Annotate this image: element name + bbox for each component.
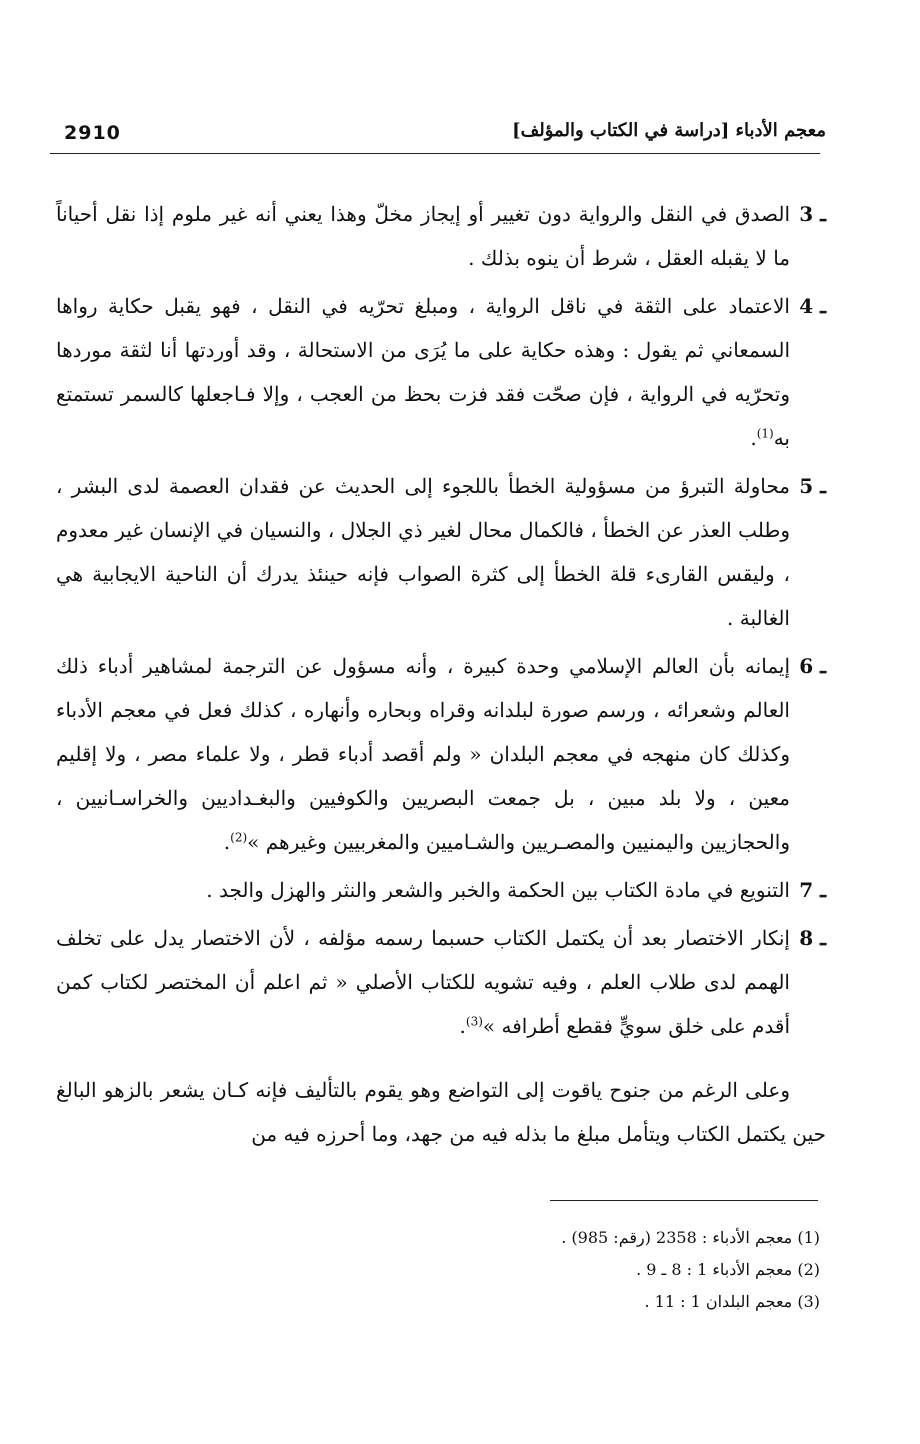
footnote-ref: (3) [465, 1014, 483, 1029]
footnote-ref: (1) [756, 426, 774, 441]
item-number: 4 ـ [799, 294, 826, 318]
list-item [56, 284, 826, 460]
page-number: 2910 [64, 122, 121, 144]
list-item [56, 464, 826, 640]
item-text: الصدق في النقل والرواية دون تغيير أو إيجاز مخلّ وهذا يعني أنه غير ملوم إذا نقل أحياناً ما لا يقبله العقل ، شرط أن ينوه بذلك . [56, 202, 790, 270]
running-title: معجم الأدباء [دراسة في الكتاب والمؤلف] [512, 120, 826, 141]
footnotes [400, 1222, 820, 1318]
list-item [56, 916, 826, 1048]
list-item [56, 868, 826, 912]
item-number: 7 ـ [799, 878, 826, 902]
header-divider [50, 153, 820, 154]
footnote: (3) معجم البلدان 1 : 11 . [644, 1292, 820, 1311]
page-header [52, 112, 826, 156]
item-end: . [750, 426, 757, 450]
item-number: 5 ـ [799, 474, 826, 498]
item-text [56, 916, 790, 1048]
list-item [56, 644, 826, 864]
footnote-ref: (2) [230, 830, 248, 845]
item-text: محاولة التبرؤ من مسؤولية الخطأ باللجوء إلى الحديث عن فقدان العصمة لدى البشر ، وطلب العذر عن الخطأ ، فالكمال محال لغير ذي الجلال ، والنسيان في الإنسان غير معدوم ، وليقس القارىء قلة الخطأ إلى كثرة الصواب فإنه حينئذ يدرك أن الناحية الايجابية هي الغالبة . [56, 474, 790, 630]
main-text [56, 192, 826, 1156]
item-number: 3 ـ [799, 202, 826, 226]
item-text [56, 644, 790, 864]
footnote-divider [550, 1200, 818, 1201]
item-end: . [223, 830, 231, 854]
list-item [56, 192, 826, 280]
item-body: إيمانه بأن العالم الإسلامي وحدة كبيرة ، وأنه مسؤول عن الترجمة لمشاهير أدباء ذلك العالم وشعرائه ، ورسم صورة لبلدانه وقراه وبحاره وأنهاره ، كذلك فعل في معجم الأدباء وكذلك كان منهجه في معجم البلدان « ولم أقصد أدباء قطر ، ولا علماء مصر ، ولا إقليم معين ، ولا بلد مبين ، بل جمعت البصريين والكوفيين والبغـداديين والخراسـانيين ، والحجازيين واليمنيين والمصـريين والشـاميين والمغربيين وغيرهم » [56, 654, 790, 854]
body-paragraph: وعلى الرغم من جنوح ياقوت إلى التواضع وهو يقوم بالتأليف فإنه كـان يشعر بالزهو البالغ حين يكتمل الكتاب ويتأمل مبلغ ما بذله فيه من جهد، وما أحرزه فيه من [56, 1078, 826, 1146]
item-text: التنويع في مادة الكتاب بين الحكمة والخبر والشعر والنثر والهزل والجد . [206, 878, 790, 902]
item-number: 6 ـ [799, 654, 826, 678]
item-end: . [459, 1014, 466, 1038]
item-number: 8 ـ [799, 926, 826, 950]
footnote: (2) معجم الأدباء 1 : 8 ـ 9 . [636, 1260, 820, 1279]
item-body: إنكار الاختصار بعد أن يكتمل الكتاب حسبما رسمه مؤلفه ، لأن الاختصار يدل على تخلف الهمم لدى طلاب العلم ، وفيه تشويه للكتاب الأصلي « ثم اعلم أن المختصر لكتاب كمن أقدم على خلق سويٍّ فقطع أطرافه » [56, 926, 790, 1038]
footnote: (1) معجم الأدباء : 2358 (رقم: 985) . [561, 1228, 820, 1247]
item-text [56, 284, 790, 460]
item-body: الاعتماد على الثقة في ناقل الرواية ، ومبلغ تحرّيه في النقل ، فهو يقبل حكاية رواها السمعاني ثم يقول : وهذه حكاية على ما يُرَى من الاستحالة ، وقد أوردتها أنا لثقة موردها وتحرّيه في الرواية ، فإن صحّت فقد فزت بحظ من العجب ، وإلا فـاجعلها كالسمر تستمتع به [56, 294, 790, 450]
